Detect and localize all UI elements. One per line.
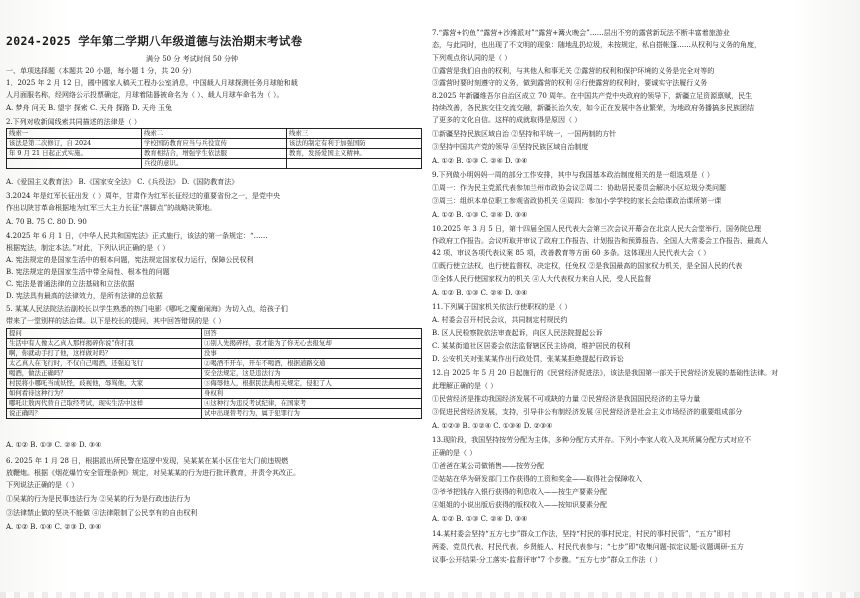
statement-line: ①吴某的行为是民事违法行为 ②吴某的行为是行政违法行为 [6, 495, 191, 503]
table-row [7, 339, 422, 349]
table-row [7, 369, 422, 379]
answer-option: A. 村委会召开村民会议，共同制定村规民约 [432, 316, 568, 324]
table-row [7, 139, 422, 149]
table-cell: 该法的制定有利于加强国防 [287, 139, 422, 149]
question-line: 8.2025 年新疆维吾尔自治区成立 70 周年。在中国共产党中央政府的领导下，新疆立足资源禀赋，民生 [432, 92, 753, 100]
table-cell: ②喝酒不开车，开车不喝酒，根据道路交通 [202, 359, 422, 369]
statement-line: ③全体人民行使国家权力的机关 ④人大代表权力来自人民，受人民监督 [432, 275, 652, 283]
table-cell: ③侮辱他人，根据民法典相关规定，侵犯了人 [202, 379, 422, 389]
question-line: 1．2025 年 2 月 12 日，國中國家人稿天工程办公室消息，中国载人月球探测任务月球舱和载 [6, 79, 298, 87]
statement-line: ③促进民营经济发展，支持，引导非公有制经济发展 ④民营经济是社会主义市场经济的重要组成部分 [432, 408, 743, 416]
question-line: 作政府工作报告。会议听取并审议了政府工作报告、计划报告和预算报告、全国人大常委会工作报告、最高人 [432, 237, 768, 245]
table-row [7, 389, 422, 399]
table-cell: ①别人先揭碎样，我才能为了你无心去报复却 [202, 339, 422, 349]
table-cell: 教育，发扬爱国主义精神。 [287, 149, 422, 159]
score-time-line: 满分 50 分 考试时间 50 分钟 [146, 55, 238, 63]
table-row [7, 149, 422, 159]
question-line: 6. 2025 年 1 月 28 日，根据派出所民警在巡逻中发现，吴某某在某小区住宅大门前违规燃 [6, 457, 289, 465]
answer-option: C. 某某街道社区居委会依法监督辖区民主协商，维护居民的权利 [432, 342, 631, 350]
statement-line: ③爷爷把钱存入银行获得的利息收入——按生产要素分配 [432, 488, 607, 496]
answer-options: A. ①② B. ①③ C. ②④ D. ③④ [432, 157, 528, 165]
statement-line: ①既行使立法权，也行使监督权、决定权，任免权 ②是我国最高的国家权力机关，是全国人民的代表 [432, 262, 743, 270]
answer-options: A. 梦舟 问天 B. 望宇 探索 C. 天舟 探路 D. 天舟 玉兔 [6, 104, 173, 112]
qa-table [6, 328, 422, 419]
question-line: 人月面服名称，经网络公示投票确定，月球着陆器被命名为（ ）、载人月球车命名为（ ）。 [6, 91, 284, 99]
answer-options: A. ①② B. ①④ C. ②③ D. ③④ [6, 523, 102, 531]
table-cell: 哪吒让敖丙代替自己取经考试，现实生活中这样 [7, 399, 202, 409]
question-line: 12.自 2025 年 5 月 20 日起施行的《民营经济促进法》，该法是我国第一部关于民营经济发展的基础性法律。对 [432, 369, 779, 377]
answer-options: A. 70 B. 75 C. 80 D. 90 [6, 218, 87, 226]
exam-title: 2024-2025 学年第二学期八年级道德与法治期末考试卷 [6, 34, 303, 48]
statement-line: ③周三：组织本单位职工参观省政协机关 ④周四：参加小学学校的家长会给课政治课所第一课 [432, 197, 722, 205]
table-cell: ④这种行为违反考试纪律，在国家考 [202, 399, 422, 409]
answer-options: A. ①②③ B. ①②④ C. ①③④ D. ②③④ [432, 422, 553, 430]
answer-options: A.《爱国主义教育法》 B.《国家安全法》 C.《兵役法》 D.《国防教育法》 [6, 178, 239, 186]
question-line: 持续改善，各民族交往交流交融，新疆长治久安，如今正在发展中各业繁荣，为地政府务播搞多民族团结 [432, 104, 754, 112]
statement-line: ③露营时要时刻遵守的义务，做到露营的权利 ④行使露营的权利时，要诚实守法履行义务 [432, 79, 708, 87]
table-row [7, 399, 422, 409]
question-line: 根据宪法，制定本法。”对此，下列认识正确的是（ ） [6, 244, 170, 252]
statement-line: ①周一：作为民主党派代表参加兰州市政协会议②周二：协助居民委员会解决小区垃圾分类问题 [432, 184, 726, 192]
question-line: 了更多的文化自信。这样的成就取得是原因（ ） [432, 116, 582, 124]
statement-line: ①新疆坚持民族区域自治 ②坚持和平统一，一国两制的方针 [432, 130, 617, 138]
question-line: 下列说法正确的是（ ） [6, 481, 79, 489]
question-line: 4.2025 年 6 月 1 日，《中华人民共和国宪法》正式施行，该法的第一条规定：“…… [6, 232, 268, 240]
question-line: 42 项、审议各项代表议案 85 项，改善教育等方面 60 多条。这体现出人民代表大会（ ） [432, 249, 711, 257]
question-line: 9.下列做小明妈妈一周的部分工作安排，其中与我国基本政治制度相关的是一组选项是（ ） [432, 171, 714, 179]
question-line: 一、单项选择题（本题共 20 小题，每小题 1 分，共 20 分） [6, 67, 196, 75]
statement-line: ①露营是我们自由的权利，与其他人和事无关 ②露营的权利和保护环境的义务是完全对等的 [432, 67, 715, 75]
table-cell: 说正确吗？ [7, 409, 202, 419]
table-cell: 年 9 月 21 日起正式实施。 [7, 149, 142, 159]
table-header: 线索一 [7, 129, 142, 139]
table-header: 回答 [202, 329, 422, 339]
question-line: 2.下列对收新闻线索共同描述的法律是（ ） [6, 118, 141, 126]
clue-table [6, 128, 422, 169]
question-line: 两委、党员代表、村民代表、乡贤能人、村民代表参与；“七步”即“收集问题-拟定议题-议题调研-五方 [432, 543, 744, 551]
answer-options: A. ①② B. ①③ C. ②④ D. ③④ [6, 441, 102, 449]
question-line: 作出以陕甘革命根据地为红军三大主力长征“落脚点”的战略决策地。 [6, 204, 217, 212]
statement-line: ③法律禁止做的坚决不能做 ④法律限制了公民享有的自由权利 [6, 509, 198, 517]
table-cell [287, 159, 422, 169]
statement-line: ①民营经济是推动我国经济发展不可或缺的力量 ②民营经济是我国国民经济的主导力量 [432, 395, 701, 403]
question-line: 5. 某某人民法院法治副校长以学生熟悉的热门电影《哪吒之魔童闹海》为切入点，给孩子们 [6, 305, 288, 313]
question-line: 14.某村委会坚持“五方七步”群众工作法，坚持“村民的事村民定，村民的事村民管”，“五方”即村 [432, 530, 731, 538]
table-header: 提问 [7, 329, 202, 339]
table-cell: 村民将小哪吒当成妖怪，歧视他，辱骂他，大家 [7, 379, 202, 389]
table-cell: 学校国防教育应当与兵役宣传 [142, 139, 287, 149]
table-cell: 啊，你就动手打了他，这样做对吗？ [7, 349, 202, 359]
table-cell [7, 159, 142, 169]
question-line: 3.2024 年是红军长征出发（ ）周年，甘肃作为红军长征经过的重要省份之一，是党中央 [6, 192, 280, 200]
question-line: 议事-公开结果-分工落实-监督评审”7 个步骤。“五方七步”群众工作法（ ） [432, 556, 662, 564]
table-cell: 教育相结合，增强学生依法服 [142, 149, 287, 159]
answer-option: C. 宪法是普通法律的立法基础和立法依据 [6, 280, 135, 288]
scan-edge-artifact [0, 592, 860, 598]
question-line: 正确的是（ ） [432, 449, 477, 457]
table-cell: 太乙真人在飞行时，不仅自己喝酒，还强迫飞行 [7, 359, 202, 369]
answer-options: A. ①② B. ①③ C. ②④ D. ③④ [432, 289, 528, 297]
answer-option: D. 宪法具有最高的法律效力，是所有法律的总依据 [6, 292, 163, 300]
table-cell: 没事 [202, 349, 422, 359]
answer-option: B. 区人民检察院依法审查起诉，向区人民法院提起公诉 [432, 329, 603, 337]
answer-option: B. 宪法规定的是国家生活中带全局性、根本性的问题 [6, 268, 170, 276]
question-line: 13.现阶段，我国坚持按劳分配为主体，多种分配方式并存。下列小李家人收入及其所属分配方式对应不 [432, 436, 752, 444]
question-line: 下列观点你认同的是（ ） [432, 54, 512, 62]
table-cell: 安全法规定，这是违法行为 [202, 369, 422, 379]
table-row [7, 359, 422, 369]
statement-line: ③坚持中国共产党的领导 ④坚持民族区域自治制度 [432, 143, 589, 151]
statement-line: ④姐姐的小说出版后获得的版权收入——按知识要素分配 [432, 501, 607, 509]
question-line: 放鞭炮。根据《烟花爆竹安全管理条例》规定，对吴某某的行为进行批评教育，并责令其改正。 [6, 469, 300, 477]
table-cell: 该法是第二次修订，自 2024 [7, 139, 142, 149]
table-row [7, 159, 422, 169]
table-header: 线索二 [142, 129, 287, 139]
question-line: 带来了一堂别样的法治课。以下是校长的提问，其中回答错误的是（ ） [6, 317, 226, 325]
answer-options: A. ①② B. ①③ C. ②④ D. ③④ [432, 515, 528, 523]
question-line: 此理解正确的是（ ） [432, 382, 498, 390]
statement-line: ②姑姑在华为研发部门工作获得的工资和奖金——取得社会保障收入 [432, 475, 642, 483]
table-row [7, 379, 422, 389]
table-row [7, 409, 422, 419]
table-row [7, 349, 422, 359]
table-cell: 试中出现替考行为，属于犯罪行为 [202, 409, 422, 419]
right-column [428, 0, 860, 598]
answer-option: D. 公安机关对张某某作出行政处罚，张某某拒绝提起行政诉讼 [432, 355, 624, 363]
table-cell: 兵役的意识。 [142, 159, 287, 169]
table-cell: 身权利 [202, 389, 422, 399]
answer-option: A. 宪法规定的是国家生活中的根本问题，宪法规定国家权力运行，保障公民权利 [6, 256, 254, 264]
table-cell: 生活中有人像太乙真人那样揭碎你说“你打我 [7, 339, 202, 349]
question-line: 7.“露营+钓鱼”“露营+沙滩派对”“露营+篝火晚会”……层出不穷的露营新玩法不断丰富着旅游业 [432, 29, 730, 37]
question-line: 11.下列属于国家机关依法行使职权的是（ ） [432, 303, 572, 311]
table-header: 线索三 [287, 129, 422, 139]
question-line: 10.2025 年 3 月 5 日，第十四届全国人民代表大会第三次会议开幕会在北京人民大会堂举行，国务院总理 [432, 225, 761, 233]
answer-options: A. ①② B. ①③ C. ②④ D. ③④ [432, 211, 528, 219]
table-cell: 喝酒，做法正确吗？ [7, 369, 202, 379]
statement-line: ①爸爸在某公司做销售——按劳分配 [432, 462, 544, 470]
question-line: 态，与此同时，也出现了不文明的现象：随地乱扔垃圾，未按规定，私自搭帐篷……从权利与义务的角度， [432, 41, 761, 49]
table-cell: 如何看待这种行为？ [7, 389, 202, 399]
